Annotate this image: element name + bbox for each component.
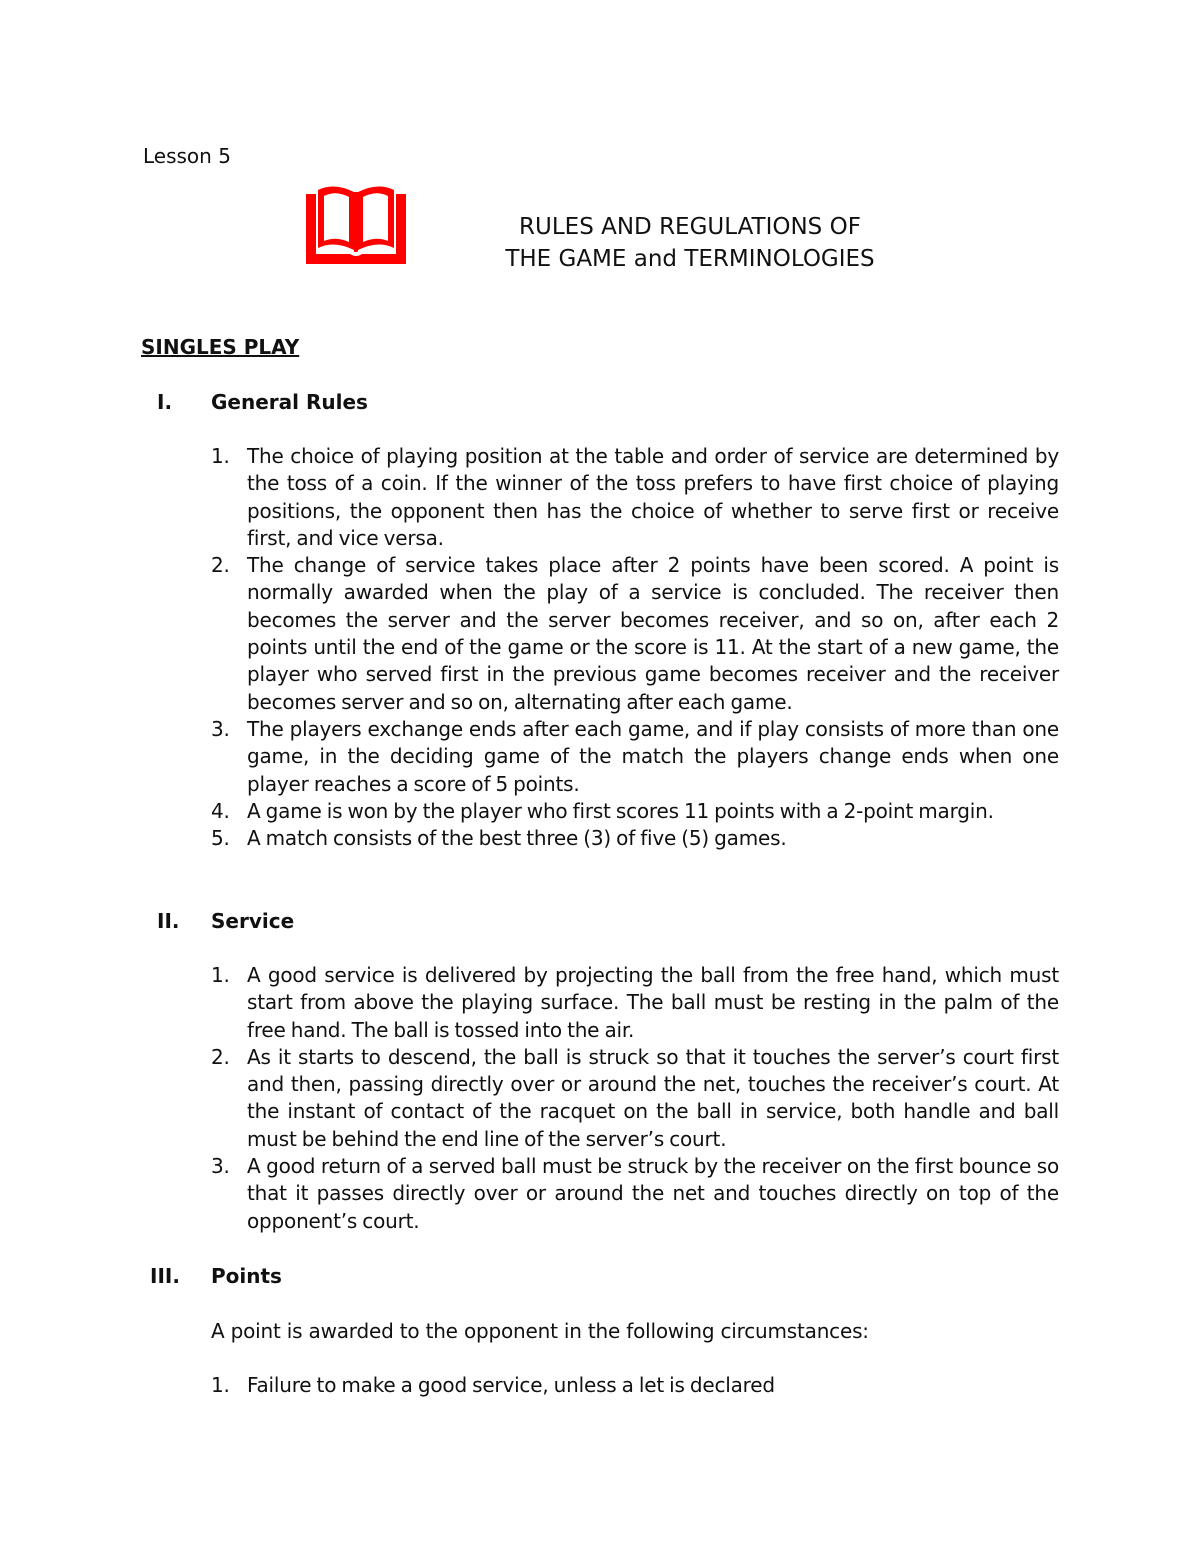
- open-book-icon: [304, 184, 408, 264]
- section-numeral-2: II.: [157, 909, 180, 933]
- points-list: [211, 1372, 1059, 1399]
- list-item: 3. The players exchange ends after each game, and if play consists of more than one game, in the deciding game of the match the players change ends when one player reaches a score of 5 points.: [211, 716, 1059, 796]
- list-item: 2. As it starts to descend, the ball is struck so that it touches the server’s court first and then, passing directly over or around the net, touches the receiver’s court. At the instant of contact of the racquet on the ball in service, both handle and ball must be behind the end line of the server’s court.: [211, 1044, 1059, 1151]
- list-item: 1. Failure to make a good service, unless a let is declared: [211, 1373, 775, 1397]
- general-rules-list: [211, 443, 1059, 852]
- list-item: 3. A good return of a served ball must be struck by the receiver on the first bounce so that it passes directly over or around the net and touches directly on top of the opponent’s court.: [211, 1154, 1059, 1233]
- title-line-2: THE GAME and TERMINOLOGIES: [505, 246, 875, 272]
- section-heading-points: Points: [211, 1264, 282, 1288]
- lesson-label: Lesson 5: [143, 144, 231, 168]
- list-item: 5. A match consists of the best three (3) of five (5) games.: [211, 826, 787, 851]
- singles-play-heading: SINGLES PLAY: [141, 335, 300, 359]
- document-title: [430, 211, 950, 275]
- section-numeral-3: III.: [150, 1264, 180, 1288]
- list-item: 2. The change of service takes place after 2 points have been scored. A point is normally awarded when the play of a service is concluded. The receiver then becomes the server and the server becomes receiver, and so on, after each 2 points until the end of the game or the score is 11. At the start of a new game, the player who served first in the previous game becomes receiver and the receiver becomes server and so on, alternating after each game.: [211, 553, 1059, 714]
- service-list: [211, 962, 1059, 1235]
- title-line-1: RULES AND REGULATIONS OF: [519, 214, 861, 240]
- section-numeral-1: I.: [157, 390, 173, 414]
- list-item: 1. A good service is delivered by projecting the ball from the free hand, which must start from above the playing surface. The ball must be resting in the palm of the free hand. The ball is tossed into the air.: [211, 963, 1059, 1042]
- points-intro: A point is awarded to the opponent in the following circumstances:: [211, 1319, 869, 1343]
- section-heading-service: Service: [211, 909, 295, 933]
- section-heading-general-rules: General Rules: [211, 390, 368, 414]
- list-item: 4. A game is won by the player who first scores 11 points with a 2-point margin.: [211, 798, 994, 823]
- list-item: 1. The choice of playing position at the table and order of service are determined by the toss of a coin. If the winner of the toss prefers to have first choice of playing positions, the opponent then has the choice of whether to serve first or receive first, and vice versa.: [211, 444, 1059, 550]
